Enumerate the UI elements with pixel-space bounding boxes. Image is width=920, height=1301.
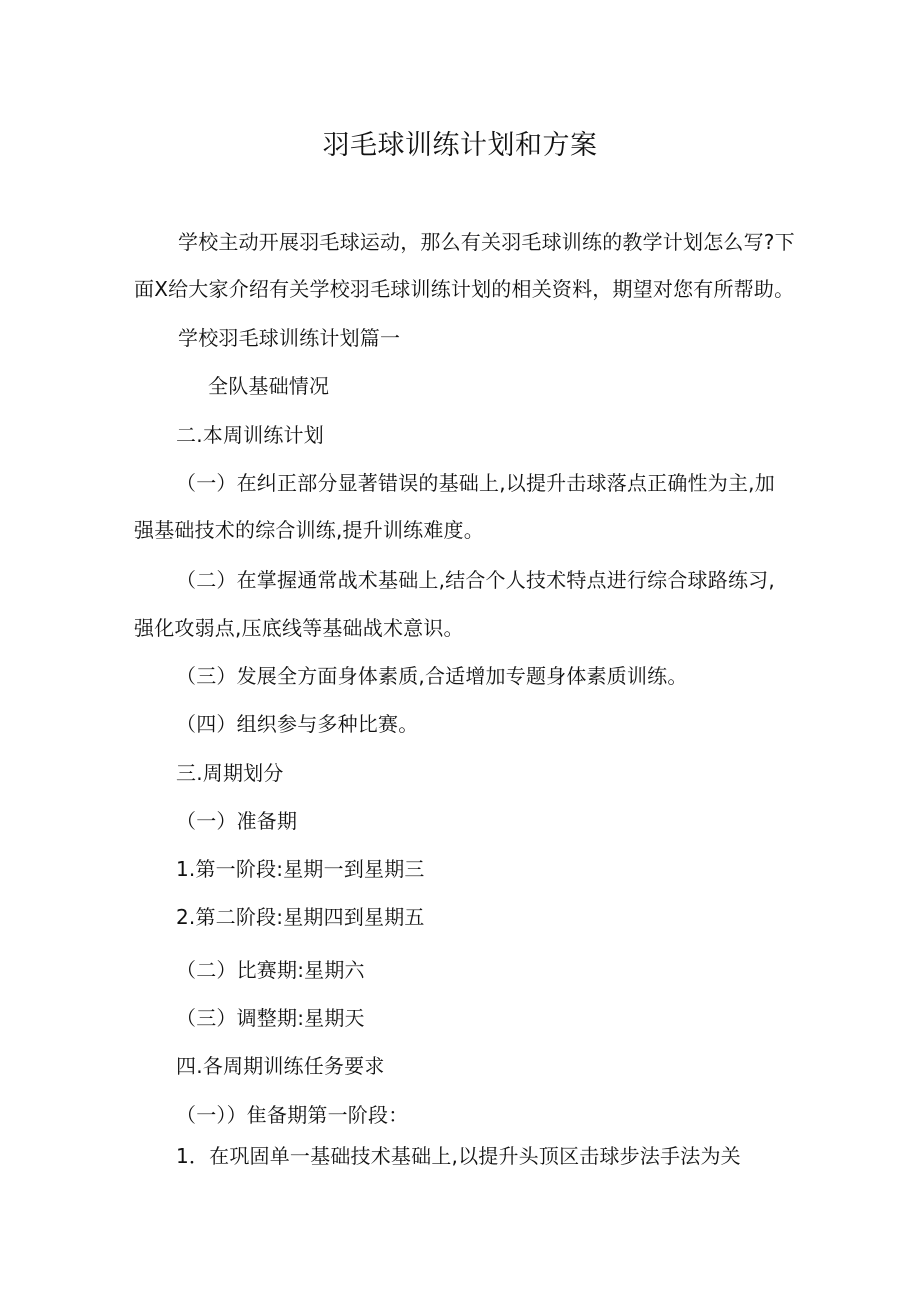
paragraph-line: 强基础技术的综合训练,提升训练难度。 [134, 518, 484, 542]
list-item: 2.第二阶段:星期四到星期五 [176, 905, 425, 929]
paragraph-line: （二）在掌握通常战术基础上,结合个人技术特点进行综合球路练习, [176, 568, 775, 592]
list-item: （一））隹备期第一阶段： [176, 1103, 409, 1127]
paragraph-line: （四）组织参与多种比赛。 [176, 712, 419, 736]
list-item: （三）调整期:星期天 [176, 1006, 365, 1030]
paragraph-line: 学校主动开展羽毛球运动，那么有关羽毛球训练的教学计划怎么写?下 [178, 230, 795, 254]
section-heading: 四.各周期训练任务要求 [176, 1054, 385, 1078]
section-heading: 二.本周训练计划 [176, 423, 324, 447]
list-item: （二）比赛期:星期六 [176, 958, 365, 982]
section-heading: 三.周期划分 [176, 761, 284, 785]
paragraph-line: （一）在纠正部分显著错误的基础上,以提升击球落点正确性为主,加 [176, 471, 775, 495]
list-item: 1．在巩固单一基础技术基础上,以提升头顶区击球步法手法为关 [176, 1144, 741, 1168]
paragraph-line: 强化攻弱点,压底线等基础战术意识。 [134, 616, 464, 640]
section-heading: 学校羽毛球训练计划篇一 [178, 326, 401, 350]
list-item: （一）准备期 [176, 809, 298, 833]
document-title: 羽毛球训练计划和方案 [322, 130, 598, 161]
list-item: 1.第一阶段:星期一到星期三 [176, 857, 425, 881]
paragraph-line: （三）发展全方面身体素质,合适增加专题身体素质训练。 [176, 664, 688, 688]
paragraph-line: 面X给大家介绍有关学校羽毛球训练计划的相关资料，期望对您有所帮助。 [134, 277, 795, 301]
section-heading: 全队基础情况 [208, 374, 330, 398]
